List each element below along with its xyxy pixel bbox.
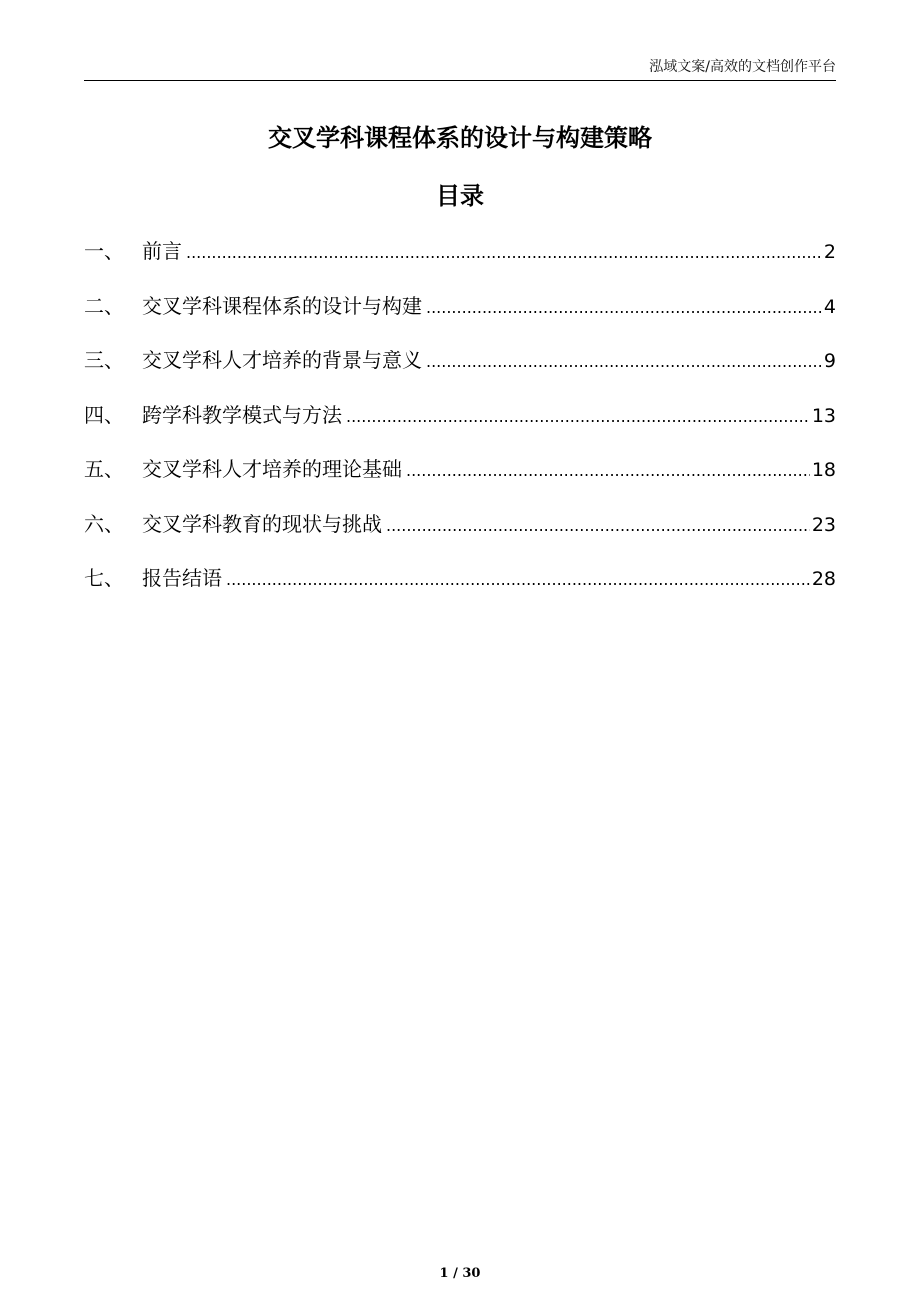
toc-entry-title: 交叉学科人才培养的理论基础: [142, 457, 402, 481]
toc-entry-number: 七、: [84, 566, 124, 590]
toc-entry-1[interactable]: [84, 236, 836, 291]
toc-entry-title: 交叉学科课程体系的设计与构建: [142, 293, 422, 318]
toc-entry-title: 跨学科教学模式与方法: [142, 402, 342, 427]
toc-dot-leader: [426, 347, 822, 377]
toc-entry-number: 六、: [84, 511, 124, 536]
toc-entry-number: 二、: [84, 293, 124, 318]
toc-entry-number: 一、: [84, 239, 124, 263]
header-divider: [84, 80, 836, 81]
toc-heading: 目录: [436, 182, 484, 210]
toc-entry-5[interactable]: [84, 454, 836, 509]
page-header-text: 泓域文案/高效的文档创作平台: [649, 59, 836, 75]
toc-entry-page: 13: [811, 404, 836, 427]
toc-entry-3[interactable]: [84, 345, 836, 400]
toc-dot-leader: [226, 565, 810, 595]
toc-entry-number: 三、: [84, 348, 124, 372]
document-title: 交叉学科课程体系的设计与构建策略: [268, 124, 652, 152]
toc-entry-page: 4: [823, 295, 836, 318]
toc-entry-title: 交叉学科人才培养的背景与意义: [142, 348, 422, 372]
toc-entry-title: 报告结语: [142, 566, 222, 590]
toc-entry-title: 前言: [142, 239, 182, 263]
toc-dot-leader: [426, 293, 822, 323]
toc-dot-leader: [406, 456, 810, 486]
toc-entry-page: 9: [823, 350, 836, 372]
toc-dot-leader: [346, 402, 810, 432]
toc-entry-page: 2: [823, 241, 836, 263]
page-indicator: 1 / 30: [439, 1266, 481, 1281]
toc-entry-page: 23: [811, 513, 836, 536]
toc-dot-leader: [186, 238, 822, 268]
toc-entry-4[interactable]: [84, 400, 836, 455]
table-of-contents: [84, 236, 836, 618]
toc-entry-number: 五、: [84, 457, 124, 481]
toc-entry-title: 交叉学科教育的现状与挑战: [142, 511, 382, 536]
toc-entry-number: 四、: [84, 402, 124, 427]
toc-dot-leader: [386, 511, 810, 541]
toc-entry-6[interactable]: [84, 509, 836, 564]
toc-entry-page: 18: [811, 459, 836, 481]
toc-entry-7[interactable]: [84, 563, 836, 618]
toc-entry-page: 28: [811, 568, 836, 590]
toc-entry-2[interactable]: [84, 291, 836, 346]
